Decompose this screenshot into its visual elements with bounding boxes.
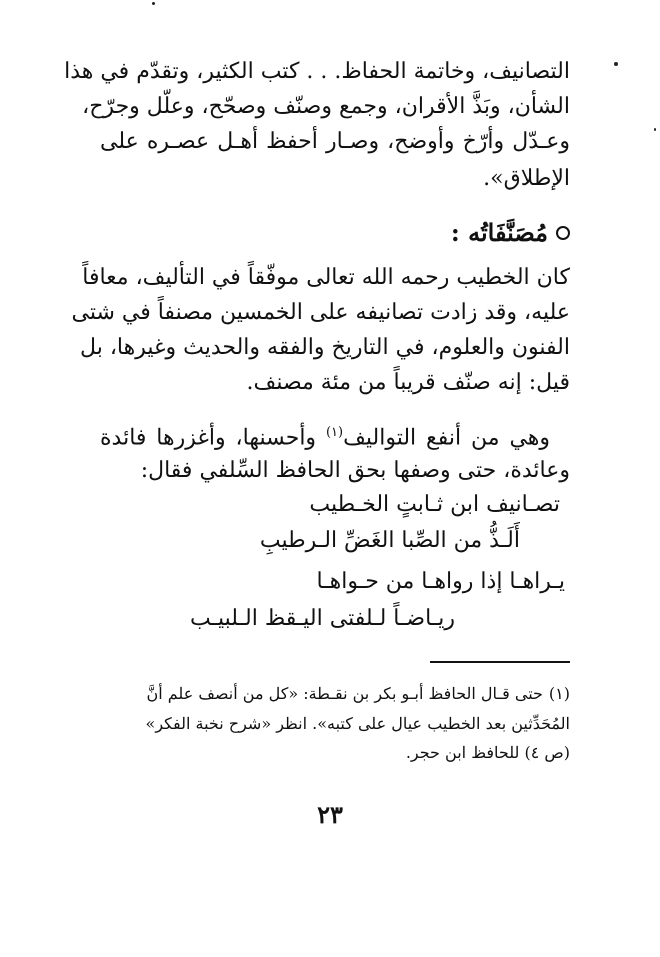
footnote-line-1 [100, 683, 570, 705]
page-number: ٢٣ [317, 800, 343, 829]
footnote-line-1-text: حتى قـال الحافظ أبـو بكر بن نقـطة: «كل من أنصف علم أنَّ [146, 684, 543, 703]
circle-icon [556, 226, 570, 240]
paragraph-3-line-1-start: وهي من أنفع التواليف [343, 425, 551, 451]
paragraph-2-line-3: الفنون والعلوم، في التاريخ والفقه والحديث وغيرها، بل [80, 335, 570, 360]
footnote-line-2: المُحَدِّثين بعد الخطيب عيال على كتبه». انظر «شرح نخبة الفكر» [145, 714, 570, 733]
footnote-number: (١) [548, 684, 570, 703]
poem-verse-3: يـراهـا إذا رواهـا من حـواهـا [316, 569, 565, 594]
footnote-divider [430, 661, 570, 663]
paragraph-1-line-4: الإطلاق». [483, 166, 570, 191]
paragraph-2-line-1: كان الخطيب رحمه الله تعالى موفّقاً في التأليف، معافاً [82, 265, 570, 290]
paragraph-1-line-1: التصانيف، وخاتمة الحفاظ. . . كتب الكثير، وتقدّم في هذا [64, 59, 570, 84]
paragraph-2-line-2: عليه، وقد زادت تصانيفه على الخمسين مصنفاً في شتى [71, 300, 570, 325]
scan-speck [152, 2, 155, 5]
section-heading-title: مُصَنَّفَاتُه : [450, 218, 548, 247]
paragraph-3-line-1 [100, 418, 550, 453]
poem-verse-2: أَلَـذُّ من الصِّبا الغَضِّ الـرطيبِ [259, 528, 520, 553]
paragraph-3-line-2: وعائدة، حتى وصفها بحق الحافظ السِّلفي فقال: [140, 458, 570, 483]
footnote-line-3: (ص ٤) للحافظ ابن حجر. [405, 743, 570, 762]
section-heading [451, 218, 570, 247]
scan-speck [614, 62, 618, 66]
poem-verse-4: ريـاضـاً لـلفتى اليـقظ الـلبيـب [189, 606, 455, 631]
scan-speck [654, 128, 656, 131]
footnote-reference: (١) [325, 425, 344, 440]
paragraph-1-line-3: وعـدّل وأرّخ وأوضح، وصـار أحفظ أهـل عصـره على [100, 129, 570, 154]
paragraph-2-line-4: قيل: إنه صنّف قريباً من مئة مصنف. [246, 370, 570, 395]
paragraph-3-line-1-end: وأحسنها، وأغزرها فائدة [100, 425, 326, 451]
paragraph-1-line-2: الشأن، وبَذَّ الأقران، وجمع وصنّف وصحّح، وعلّل وجرّح، [82, 94, 570, 119]
poem-verse-1: تصـانيف ابن ثـابتٍ الخـطيب [309, 492, 560, 517]
